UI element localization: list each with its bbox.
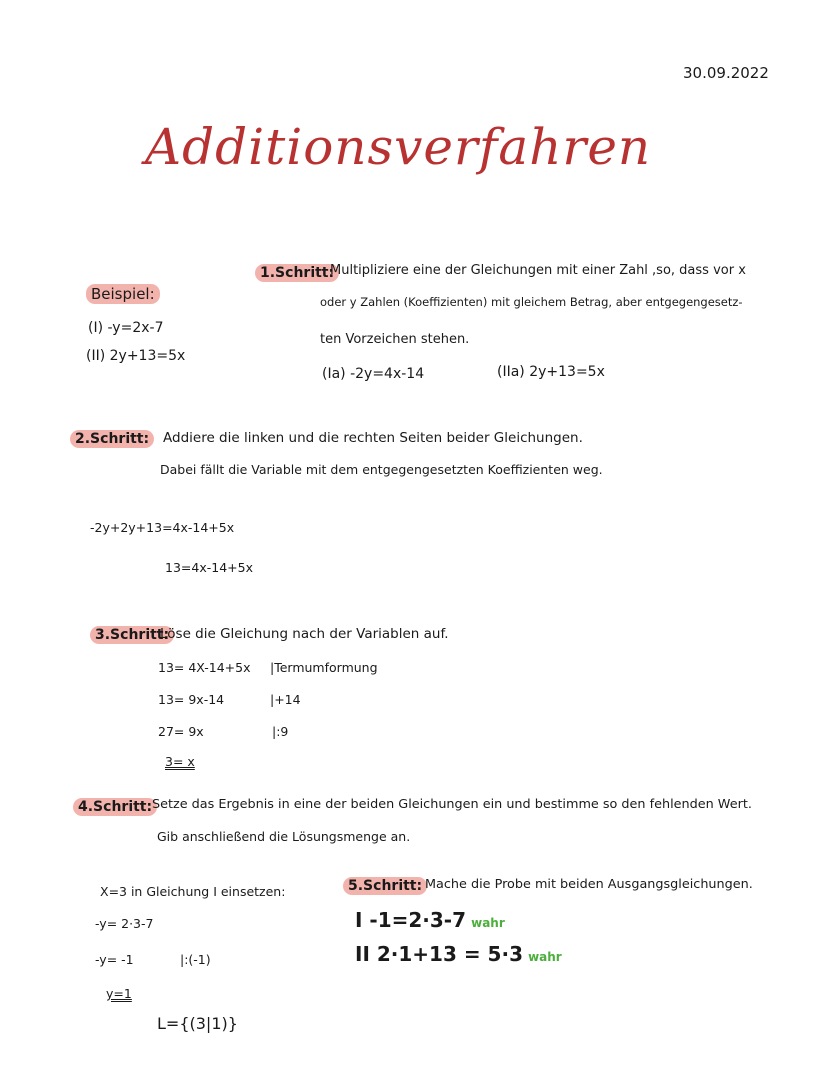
page-title: Additionsverfahren xyxy=(145,118,652,176)
beispiel-eq1: (I) -y=2x-7 xyxy=(88,320,164,336)
check2-tag: wahr xyxy=(528,950,562,964)
step1-eq-a: (Ia) -2y=4x-14 xyxy=(322,366,425,382)
step2-line1: Addiere die linken und die rechten Seiten beider Gleichungen. xyxy=(163,430,583,446)
step4-line2: Gib anschließend die Lösungsmenge an. xyxy=(157,829,411,844)
step4-result: y=1 xyxy=(106,986,132,1001)
step4-eq2: -y= -1 xyxy=(95,952,134,967)
step5-label-wrap xyxy=(343,875,427,895)
check2-row xyxy=(355,942,562,966)
step3-op-row1: |Termumformung xyxy=(270,660,378,675)
step4-label: 4.Schritt: xyxy=(73,798,157,816)
step3-label: 3.Schritt: xyxy=(90,626,174,644)
step1-eq-b: (IIa) 2y+13=5x xyxy=(497,364,605,380)
step4-label-wrap xyxy=(73,796,157,816)
beispiel-block xyxy=(86,284,160,304)
beispiel-label: Beispiel: xyxy=(86,284,160,304)
step3-eq-row3: 27= 9x xyxy=(158,724,204,739)
check2-equation: II 2·1+13 = 5·3 xyxy=(355,942,523,966)
step3-line1: Löse die Gleichung nach der Variablen auf. xyxy=(160,626,449,642)
step4-sub: X=3 in Gleichung I einsetzen: xyxy=(100,884,286,899)
step5-label: 5.Schritt: xyxy=(343,877,427,895)
step3-eq-row2: 13= 9x-14 xyxy=(158,692,225,707)
step2-label: 2.Schritt: xyxy=(70,430,154,448)
step1-line3: ten Vorzeichen stehen. xyxy=(320,332,470,347)
step4-eq1: -y= 2·3-7 xyxy=(95,916,154,931)
beispiel-eq2: (II) 2y+13=5x xyxy=(86,348,186,364)
step3-op-row2: |+14 xyxy=(270,692,301,707)
step5-line1: Mache die Probe mit beiden Ausgangsgleichungen. xyxy=(425,877,753,892)
step3-op-row3: |:9 xyxy=(272,724,289,739)
step1-line1: Multipliziere eine der Gleichungen mit einer Zahl ,so, dass vor x xyxy=(330,263,746,278)
solution-set: L={(3|1)} xyxy=(157,1014,238,1033)
step1-label: 1.Schritt: xyxy=(255,264,339,282)
step1-line2: oder y Zahlen (Koeffizienten) mit gleichem Betrag, aber entgegengesetz- xyxy=(320,295,743,309)
step2-eq1: -2y+2y+13=4x-14+5x xyxy=(90,520,235,535)
check1-equation: I -1=2·3-7 xyxy=(355,908,467,932)
step4-op2: |:(-1) xyxy=(180,952,211,967)
step3-eq-row1: 13= 4X-14+5x xyxy=(158,660,251,675)
step2-line2: Dabei fällt die Variable mit dem entgegengesetzten Koeffizienten weg. xyxy=(160,462,603,477)
check1-row xyxy=(355,908,505,932)
step3-result: 3= x xyxy=(165,754,195,769)
step4-line1: Setze das Ergebnis in eine der beiden Gleichungen ein und bestimme so den fehlenden Wert. xyxy=(152,797,752,812)
step1-label-wrap xyxy=(255,262,339,282)
check1-tag: wahr xyxy=(471,916,505,930)
date: 30.09.2022 xyxy=(683,64,769,82)
step2-label-wrap xyxy=(70,428,154,448)
step2-eq2: 13=4x-14+5x xyxy=(165,560,253,575)
